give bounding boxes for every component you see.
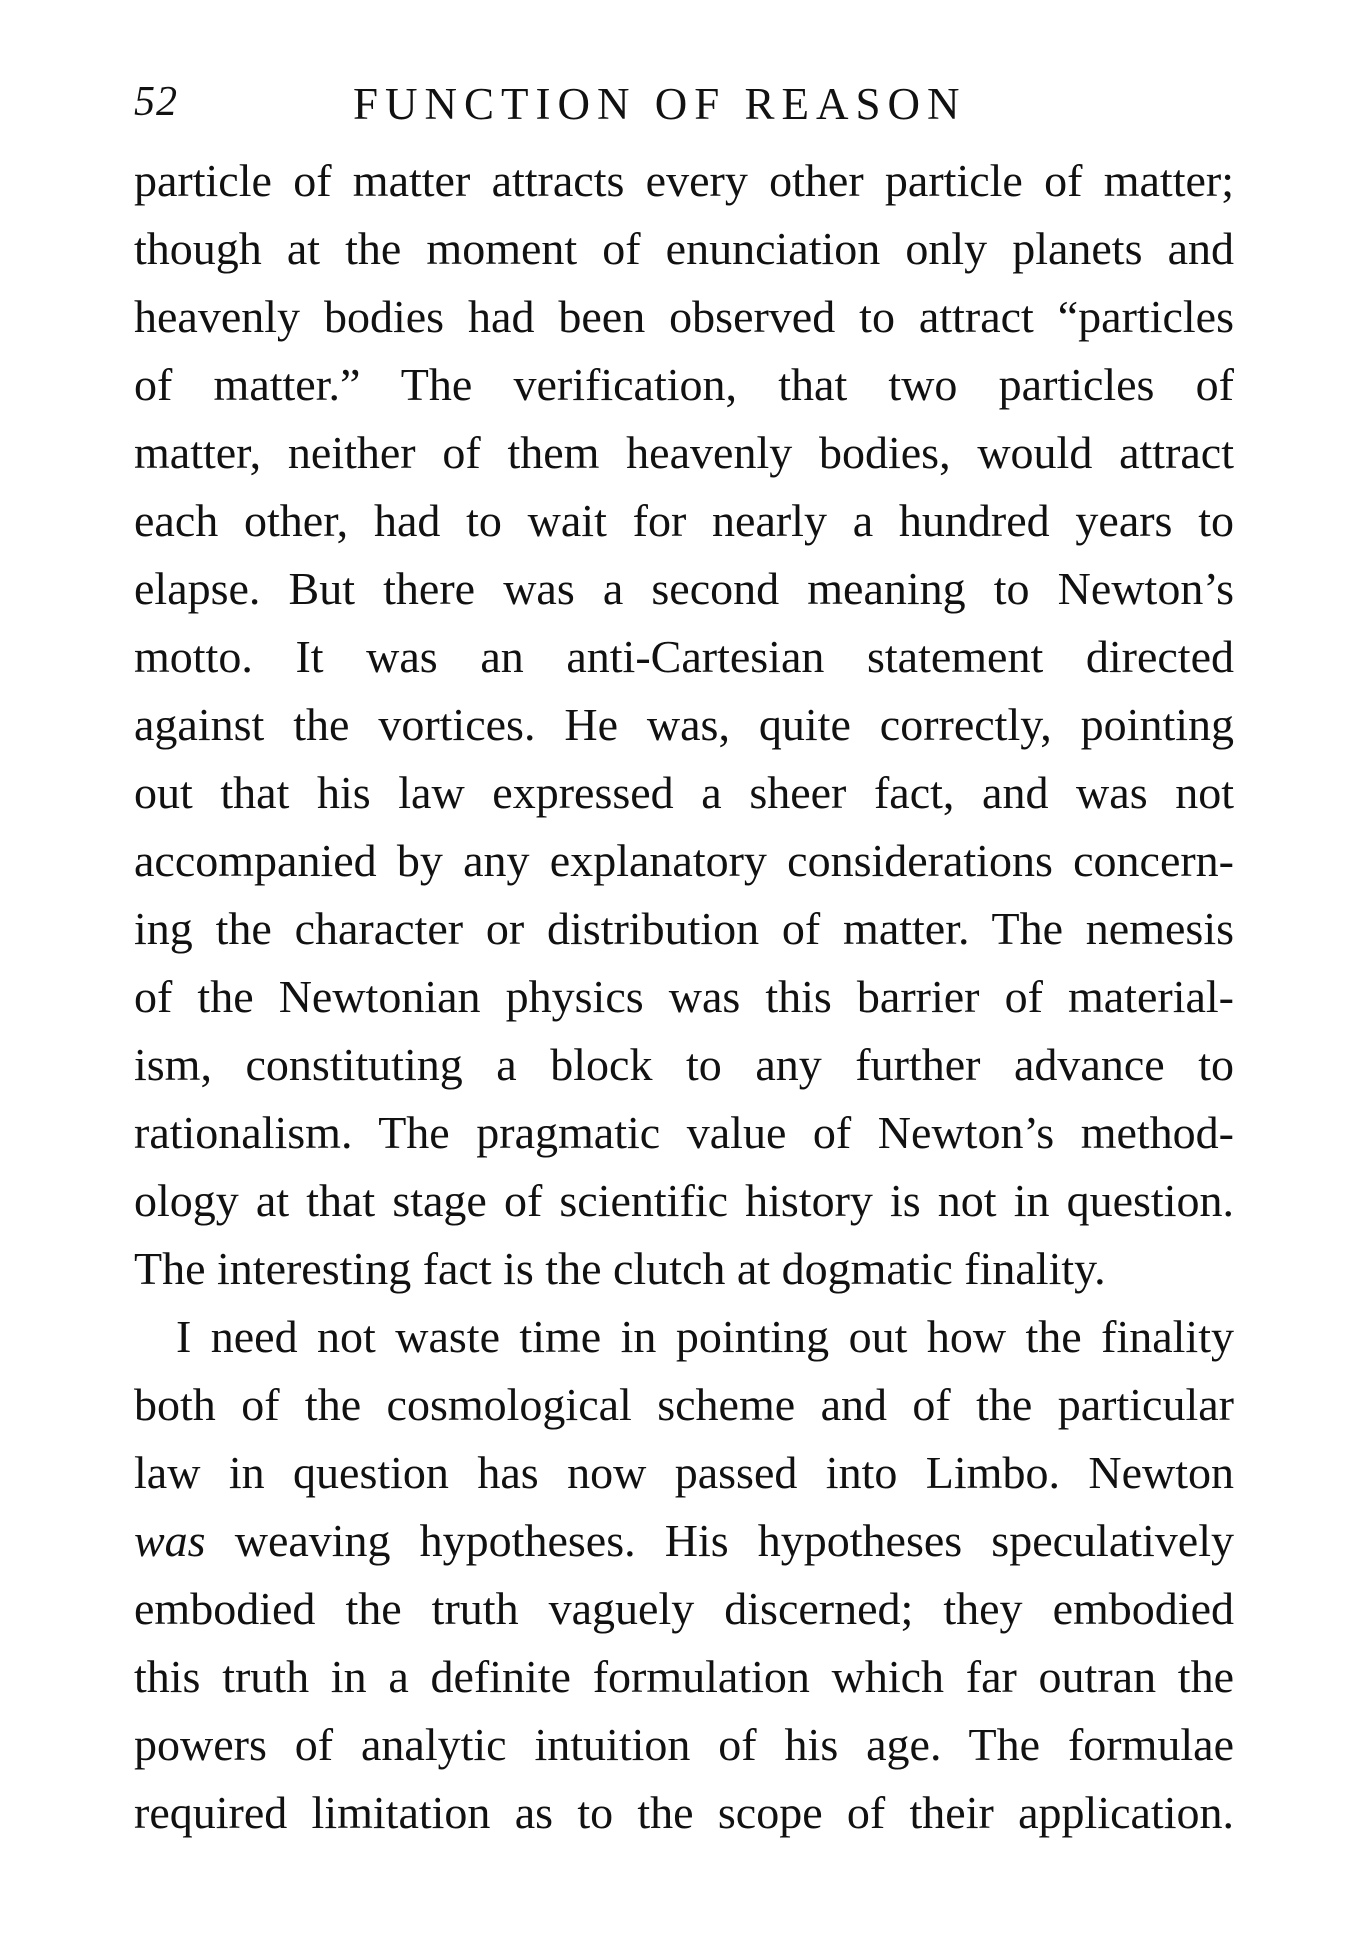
text-line: though at the moment of enunciation only planets and [134, 223, 1234, 274]
text-line: out that his law expressed a sheer fact, and was not [134, 767, 1234, 818]
text-line: this truth in a definite formulation which far outran the [134, 1651, 1234, 1702]
text-line: elapse. But there was a second meaning to Newton’s [134, 563, 1234, 614]
text-line: ing the character or distribution of matter. The nemesis [134, 903, 1234, 954]
text-line: rationalism. The pragmatic value of Newton’s method- [134, 1107, 1234, 1158]
paragraph-2 [134, 1303, 1234, 1847]
body-text [134, 147, 1234, 1847]
text-line: each other, had to wait for nearly a hundred years to [134, 495, 1234, 546]
text-line: matter, neither of them heavenly bodies, would attract [134, 427, 1234, 478]
text-line: powers of analytic intuition of his age. The formulae [134, 1719, 1234, 1770]
text-line: I need not waste time in pointing out how the finality [176, 1311, 1234, 1362]
italic-word: was [134, 1515, 206, 1566]
text-line: of matter.” The verification, that two particles of [134, 359, 1234, 410]
text-line: motto. It was an anti-Cartesian statement directed [134, 631, 1234, 682]
text-line: ology at that stage of scientific history is not in question. [134, 1175, 1234, 1226]
text-line: against the vortices. He was, quite correctly, pointing [134, 699, 1234, 750]
text-line: accompanied by any explanatory considerations concern- [134, 835, 1234, 886]
text-line-with-italic [134, 1507, 1234, 1575]
text-line-remainder: weaving hypotheses. His hypotheses speculatively [205, 1515, 1234, 1566]
text-line: both of the cosmological scheme and of the particular [134, 1379, 1234, 1430]
text-line: The interesting fact is the clutch at dogmatic finality. [134, 1243, 1106, 1294]
running-head [134, 78, 1234, 138]
text-line: ism, constituting a block to any further advance to [134, 1039, 1234, 1090]
text-line: heavenly bodies had been observed to attract “particles [134, 291, 1234, 342]
page-number: 52 [134, 79, 178, 125]
text-line: particle of matter attracts every other particle of matter; [134, 155, 1234, 206]
text-line: embodied the truth vaguely discerned; they embodied [134, 1583, 1234, 1634]
running-title: FUNCTION OF REASON [353, 79, 967, 129]
text-line: of the Newtonian physics was this barrier of material- [134, 971, 1234, 1022]
text-line: law in question has now passed into Limbo. Newton [134, 1447, 1234, 1498]
paragraph-1 [134, 147, 1234, 1303]
text-line: required limitation as to the scope of their application. [134, 1787, 1234, 1838]
